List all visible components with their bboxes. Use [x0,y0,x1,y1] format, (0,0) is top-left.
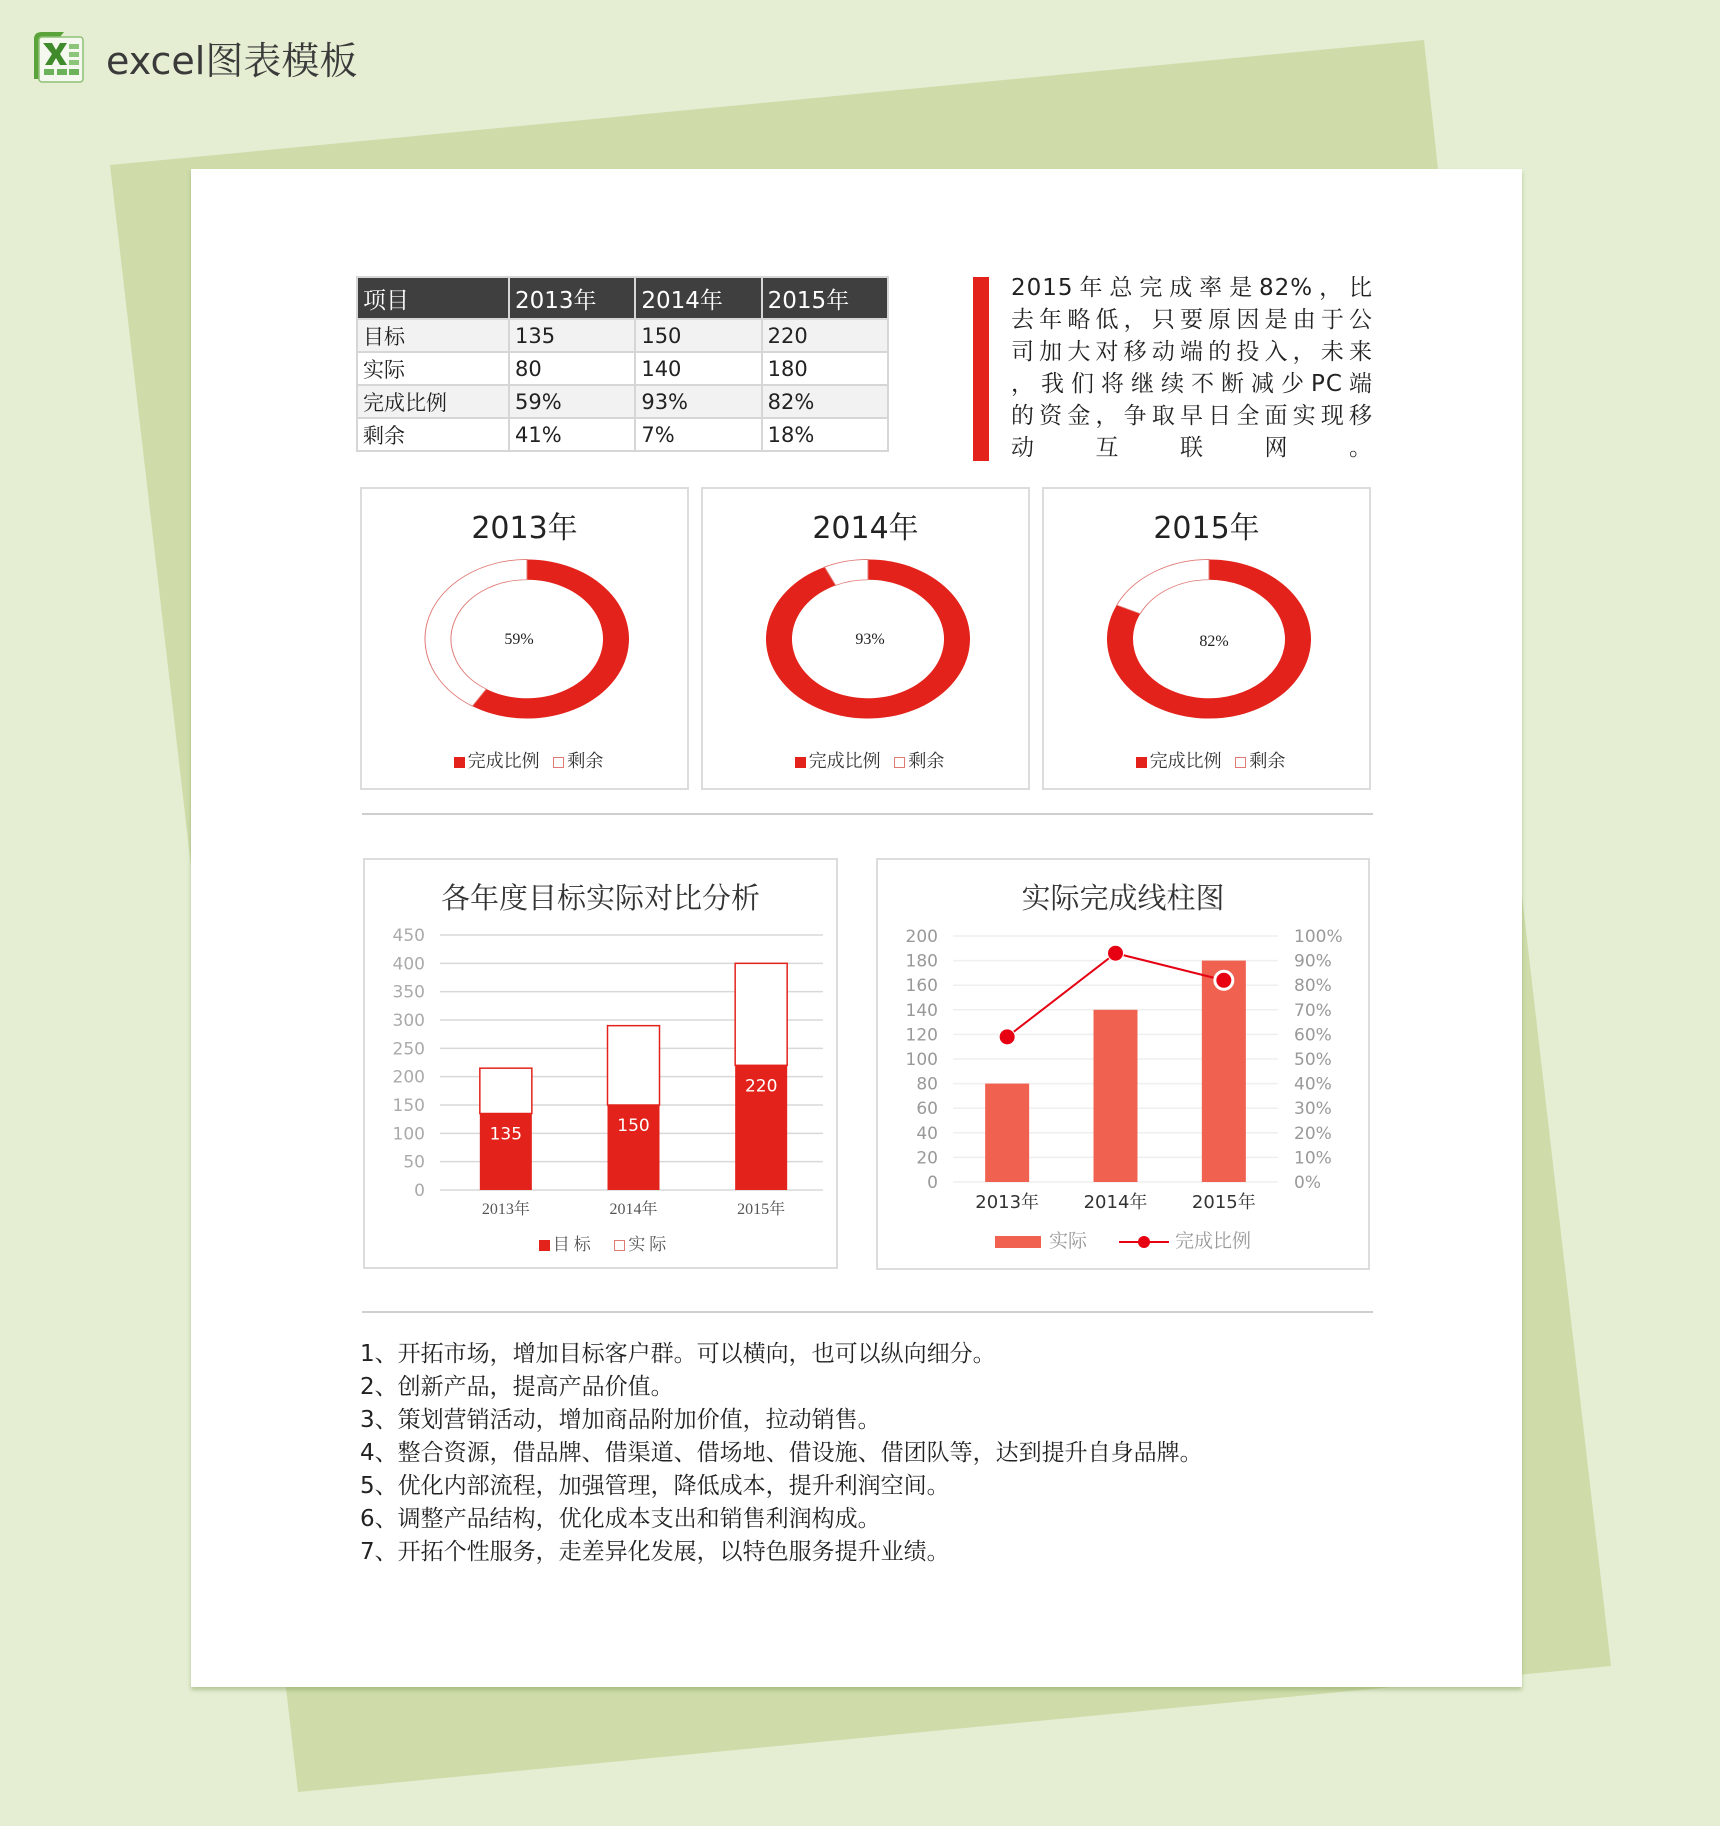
svg-text:150: 150 [392,1096,425,1116]
legend-label: 实际 [1048,1230,1087,1252]
chart-legend [703,747,1028,773]
summary-accent-bar [973,277,989,461]
donut-center-label: 59% [504,631,534,648]
app-title: excel图表模板 [106,38,358,83]
list-item: 3、策划营销活动，增加商品附加价值，拉动销售。 [360,1407,881,1433]
table-cell: 41% [509,418,635,451]
table-cell: 220 [762,319,888,352]
list-item: 5、优化内部流程，加强管理，降低成本，提升利润空间。 [360,1473,950,1499]
table-cell: 实际 [357,352,509,385]
svg-text:450: 450 [392,926,425,946]
svg-text:20%: 20% [1294,1123,1332,1144]
legend-label: 目标 [552,1235,595,1255]
svg-text:90%: 90% [1294,951,1332,972]
list-item: 6、调整产品结构，优化成本支出和销售利润构成。 [360,1506,881,1532]
table-cell: 完成比例 [357,385,509,418]
table-cell: 7% [635,418,761,451]
section-divider [362,813,1373,815]
svg-text:160: 160 [905,976,938,997]
svg-text:100%: 100% [1294,927,1343,947]
donut-chart-2013 [360,487,689,790]
svg-text:220: 220 [744,1076,778,1097]
chart-legend [365,1230,836,1255]
legend-swatch-done [1136,757,1147,768]
table-cell: 150 [635,319,761,352]
bar-chart-plot [365,860,840,1271]
summary-line: ，我们将继续不断减少PC端 [1011,371,1373,397]
actual-completion-combo-chart [876,858,1370,1270]
table-cell: 93% [635,385,761,418]
list-item: 1、开拓市场，增加目标客户群。可以横向，也可以纵向细分。 [360,1341,996,1367]
svg-text:30%: 30% [1294,1099,1332,1120]
table-header-cell: 项目 [357,277,509,319]
chart-legend [362,747,687,773]
legend-label: 剩余 [908,751,945,772]
donut-chart-2015 [1042,487,1371,790]
legend-swatch-done [454,757,465,768]
table-row [357,319,888,352]
svg-text:200: 200 [905,927,938,947]
svg-text:300: 300 [392,1011,425,1031]
chart-title: 2014年 [812,511,919,546]
svg-text:50: 50 [403,1152,425,1173]
summary-line: 2015年总完成率是82%，比 [1011,275,1373,301]
legend-swatch-target [539,1240,550,1251]
svg-text:135: 135 [489,1124,523,1145]
svg-text:100: 100 [392,1124,425,1145]
legend-swatch-rest [1235,757,1246,768]
legend-label: 完成比例 [1149,751,1222,772]
legend-swatch-bar [995,1236,1041,1248]
svg-text:150: 150 [617,1116,650,1136]
table-cell: 59% [509,385,635,418]
table-cell: 剩余 [357,418,509,451]
chart-legend [1044,747,1369,773]
target-vs-actual-bar-chart [363,858,838,1269]
svg-text:250: 250 [392,1039,425,1060]
summary-line: 去年略低，只要原因是由于公 [1011,307,1373,333]
action-list [360,1338,1360,1569]
legend-swatch-done [795,757,806,768]
legend-swatch-actual [614,1240,625,1251]
svg-text:60: 60 [916,1099,938,1120]
legend-label: 实际 [628,1235,671,1255]
legend-label: 完成比例 [1175,1230,1252,1252]
svg-text:2015年: 2015年 [737,1201,786,1218]
table-cell: 80 [509,352,635,385]
svg-text:80: 80 [916,1074,938,1095]
legend-label: 剩余 [1249,751,1286,772]
list-item: 4、整合资源，借品牌、借渠道、借场地、借设施、借团队等，达到提升自身品牌。 [360,1440,1203,1466]
legend-swatch-rest [553,757,564,768]
legend-label: 完成比例 [808,751,881,772]
legend-swatch-line [1119,1235,1169,1249]
svg-text:350: 350 [392,982,425,1003]
table-header-row [357,277,888,319]
donut-center-label: 82% [1199,632,1229,650]
table-row [357,418,888,451]
svg-text:40: 40 [916,1123,938,1144]
table-header-cell: 2014年 [635,277,761,319]
svg-text:140: 140 [905,1000,938,1021]
list-item: 2、创新产品，提高产品价值。 [360,1374,674,1400]
donut-chart-2014 [701,487,1030,790]
svg-text:2014年: 2014年 [1083,1192,1148,1213]
svg-text:200: 200 [392,1067,425,1088]
table-cell: 82% [762,385,888,418]
svg-text:60%: 60% [1294,1025,1332,1046]
table-header-cell: 2013年 [509,277,635,319]
table-header-cell: 2015年 [762,277,888,319]
excel-logo-icon [30,29,86,85]
svg-text:100: 100 [905,1050,938,1070]
svg-text:2013年: 2013年 [975,1192,1040,1213]
svg-text:80%: 80% [1294,976,1332,997]
svg-text:0%: 0% [1294,1173,1321,1193]
chart-legend [878,1226,1368,1253]
svg-text:2013年: 2013年 [481,1201,530,1218]
list-item: 7、开拓个性服务，走差异化发展，以特色服务提升业绩。 [360,1539,950,1565]
section-divider [362,1311,1373,1313]
svg-text:10%: 10% [1294,1148,1332,1169]
svg-text:120: 120 [905,1025,938,1046]
summary-text [1011,272,1373,464]
svg-text:40%: 40% [1294,1074,1332,1095]
svg-text:400: 400 [392,954,425,975]
svg-text:70%: 70% [1294,1000,1332,1021]
legend-label: 完成比例 [467,751,540,772]
summary-line: 司加大对移动端的投入，未来 [1011,339,1373,365]
data-table [356,276,889,452]
table-cell: 135 [509,319,635,352]
chart-title: 各年度目标实际对比分析 [440,881,760,915]
summary-line: 的资金，争取早日全面实现移 [1011,403,1373,429]
svg-text:2014年: 2014年 [609,1201,658,1218]
chart-title: 实际完成线柱图 [1021,881,1225,915]
app-header [30,28,357,86]
combo-chart-plot [878,860,1372,1272]
svg-text:180: 180 [905,951,938,972]
svg-text:0: 0 [927,1173,938,1193]
chart-title: 2013年 [471,511,578,546]
table-cell: 180 [762,352,888,385]
table-cell: 目标 [357,319,509,352]
donut-center-label: 93% [855,631,885,648]
table-cell: 18% [762,418,888,451]
svg-text:2015年: 2015年 [1191,1192,1256,1213]
chart-title: 2015年 [1153,511,1260,546]
legend-label: 剩余 [567,751,604,772]
svg-text:50%: 50% [1294,1050,1332,1070]
table-row [357,352,888,385]
svg-text:20: 20 [916,1148,938,1169]
table-cell: 140 [635,352,761,385]
svg-text:0: 0 [414,1181,425,1201]
legend-swatch-rest [894,757,905,768]
summary-line: 动互联网。 [1011,435,1373,461]
table-row [357,385,888,418]
